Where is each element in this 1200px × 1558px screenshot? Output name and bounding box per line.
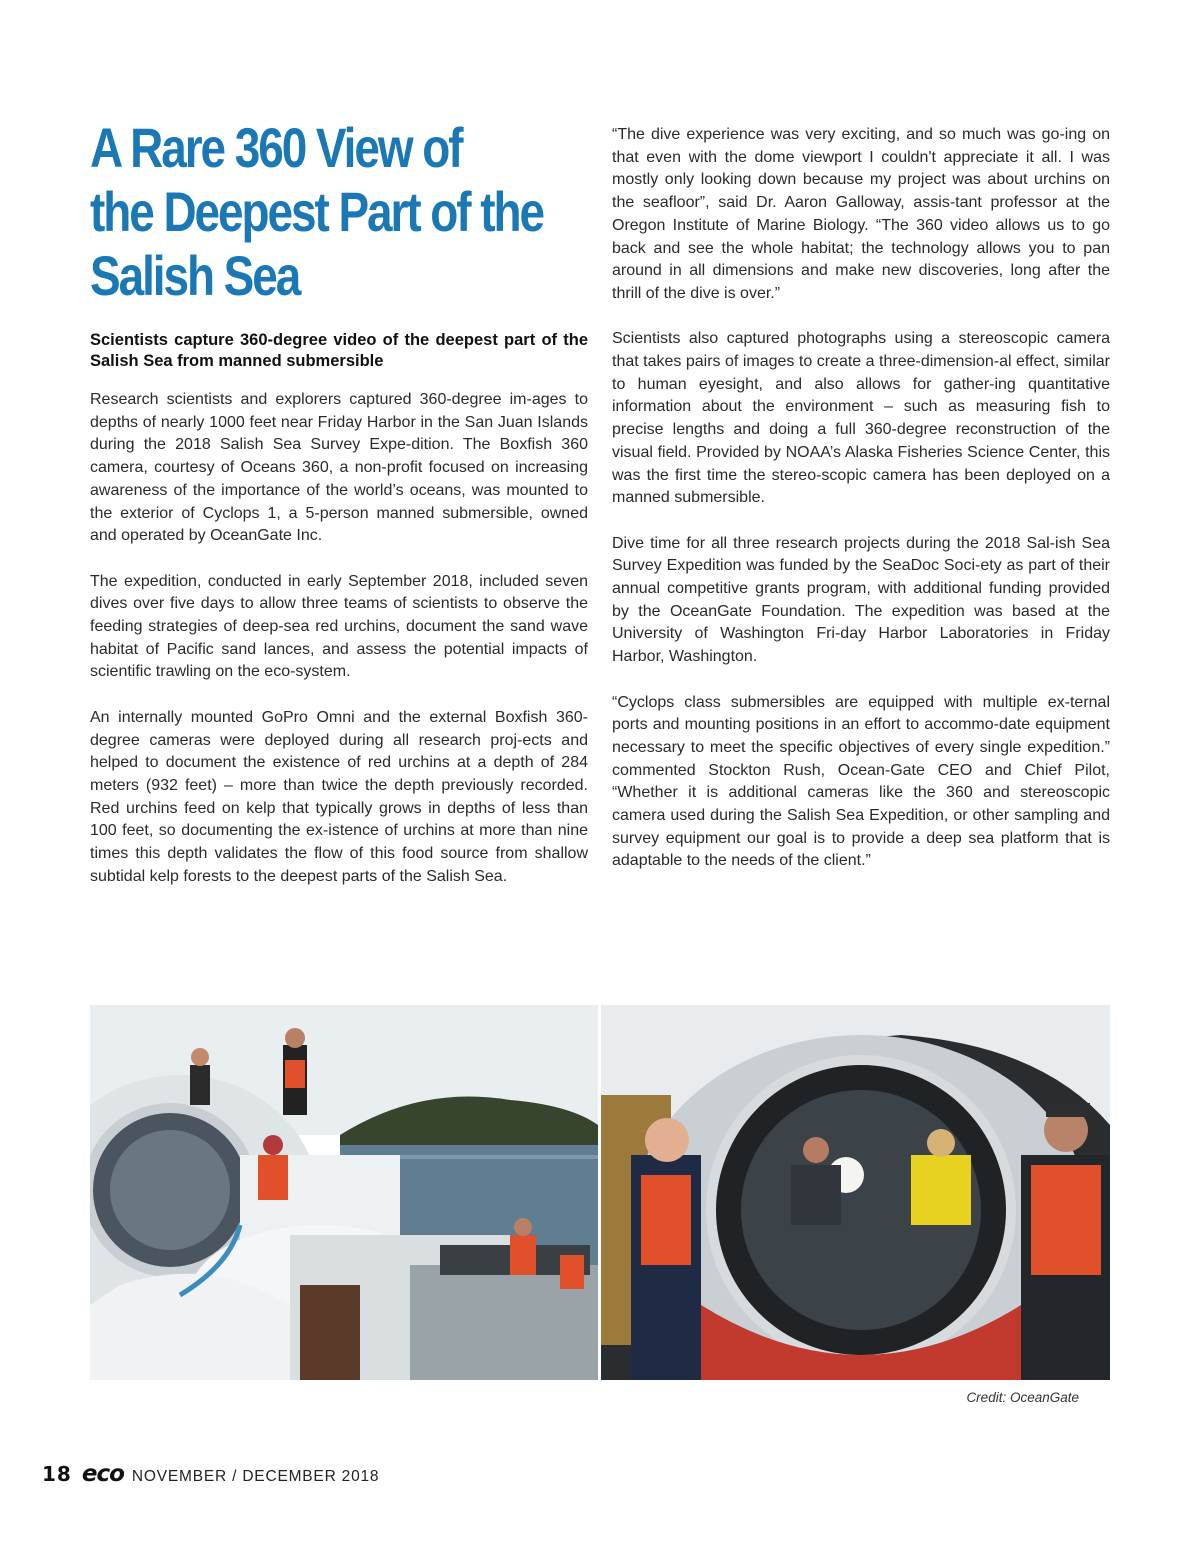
photo-submersible-deck-image	[90, 1005, 598, 1380]
title-line-1: A Rare 360 View of	[90, 116, 462, 179]
photo-strip	[90, 1005, 1110, 1380]
magazine-logo: eco	[81, 1461, 124, 1487]
paragraph: Research scientists and explorers captured 360-degree im-ages to depths of nearly 1000 feet near Friday Harbor in the San Juan Islands during the 2018 Salish Sea Survey Expe-dition. The Boxfish 360 camera, courtesy of Oceans 360, a non-profit focused on increasing awareness of the importance of the world’s oceans, was mounted to the exterior of Cyclops 1, a 5-person manned submersible, owned and operated by OceanGate Inc.	[90, 391, 588, 545]
photo-submersible-dome-image	[601, 1005, 1110, 1380]
paragraph: An internally mounted GoPro Omni and the external Boxfish 360-degree cameras were deployed during all research proj-ects and helped to document the existence of red urchins at a depth of 284 meters (932 feet) – more than twice the depth previously recorded. Red urchins feed on kelp that typically grows in depths of less than 100 feet, so documenting the ex-istence of urchins at more than nine times this depth validates the flow of this food source from shallow subtidal kelp forests to the deepest parts of the Salish Sea.	[90, 708, 588, 885]
article-title	[90, 116, 582, 308]
paragraph: Dive time for all three research projects during the 2018 Sal-ish Sea Survey Expedition was funded by the SeaDoc Soci-ety as part of their annual competitive grants program, with additional funding provided by the OceanGate Foundation. The expedition was based at the University of Washington Fri-day Harbor Laboratories in Friday Harbor, Washington.	[612, 534, 1110, 666]
paragraph: “Cyclops class submersibles are equipped with multiple ex-ternal ports and mounting positions in an effort to accommo-date equipment necessary to meet the specific objectives of every single expedition.” commented Stockton Rush, Ocean-Gate CEO and Chief Pilot, “Whether it is additional cameras like the 360 and stereoscopic camera used during the Salish Sea Expedition, or other sampling and survey equipment our goal is to provide a deep sea platform that is adaptable to the needs of the client.”	[612, 693, 1110, 870]
page-number: 18	[42, 1462, 72, 1486]
photo-credit: Credit: OceanGate	[966, 1390, 1079, 1405]
article-subtitle: Scientists capture 360-degree video of the deepest part of the Salish Sea from manned submersible	[90, 331, 588, 370]
photo-submersible-deck	[90, 1005, 598, 1380]
title-line-3: Salish Sea	[90, 244, 300, 307]
paragraph: Scientists also captured photographs using a stereoscopic camera that takes pairs of images to create a three-dimension-al effect, similar to human eyesight, and also allows for gather-ing quantitative information about the environment – such as measuring fish to precise lengths and doing a full 360-degree reconstruction of the visual field. Provided by NOAA’s Alaska Fisheries Science Center, this was the first time the stereo-scopic camera has been deployed on a manned submersible.	[612, 330, 1110, 507]
right-column	[612, 124, 1110, 896]
issue-date: NOVEMBER / DECEMBER 2018	[131, 1468, 380, 1485]
paragraph: The expedition, conducted in early September 2018, included seven dives over five days to allow three teams of scientists to observe the feeding strategies of deep-sea red urchins, document the sand wave habitat of Pacific sand lances, and assess the potential impacts of scientific trawling on the eco-system.	[90, 572, 588, 681]
page-footer	[42, 1461, 379, 1485]
paragraph: “The dive experience was very exciting, and so much was go-ing on that even with the dome viewport I couldn't appreciate it all. I was mostly only looking down because my project was about urchins on the seafloor”, said Dr. Aaron Galloway, assis-tant professor at the Oregon Institute of Marine Biology. “The 360 video allows us to go back and see the whole habitat; the technology allows you to pan around in all dimensions and make new discoveries, long after the thrill of the dive is over.”	[612, 126, 1110, 302]
title-line-2: the Deepest Part of the	[90, 180, 543, 243]
left-column	[90, 389, 588, 911]
photo-submersible-dome	[601, 1005, 1110, 1380]
